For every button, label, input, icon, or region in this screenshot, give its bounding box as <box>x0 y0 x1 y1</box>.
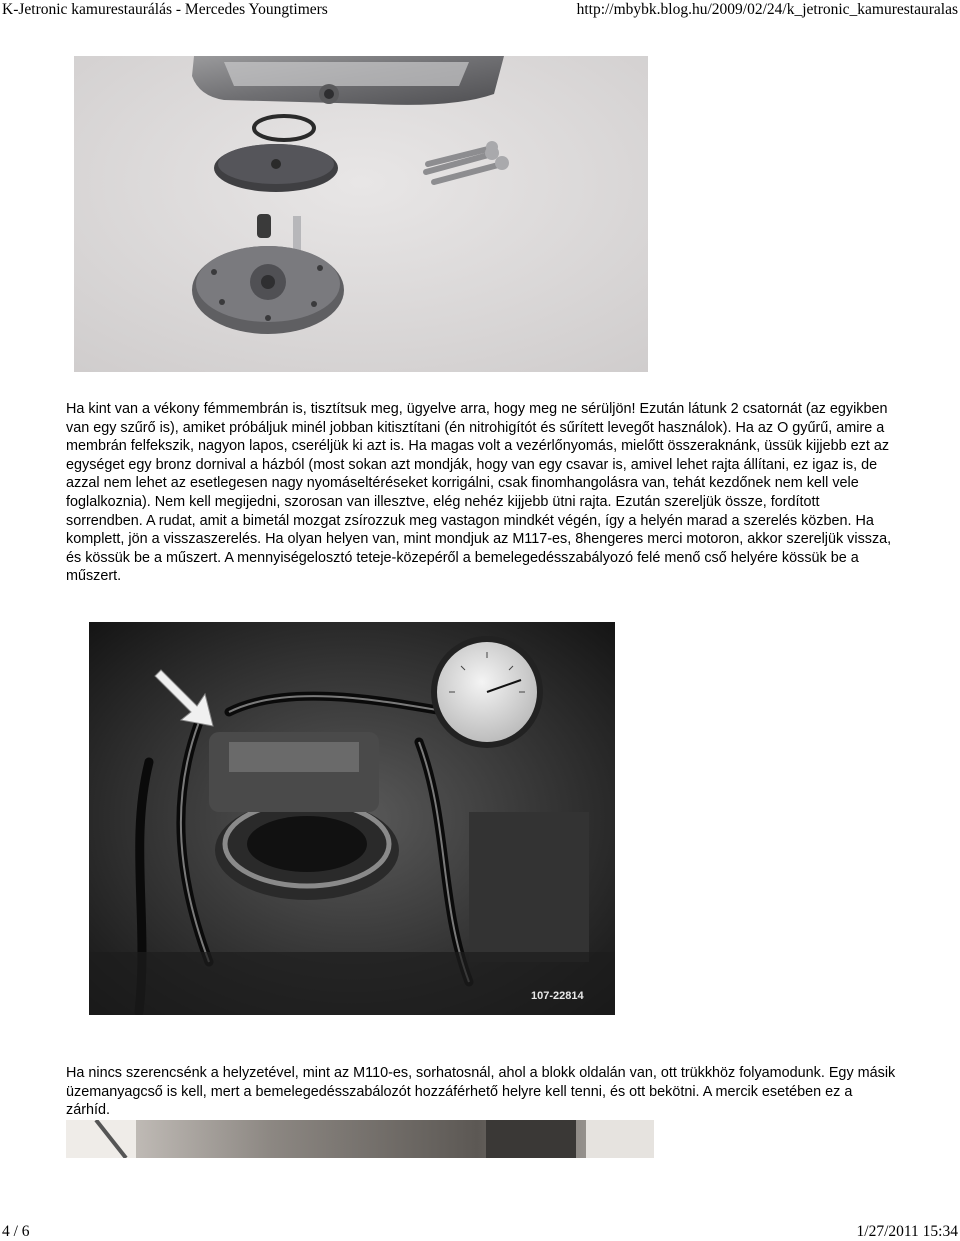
page-number: 4 / 6 <box>2 1223 30 1240</box>
regulator-parts-drawing <box>74 56 648 372</box>
engine-bay-photo <box>89 622 615 1015</box>
print-datetime: 1/27/2011 15:34 <box>856 1223 958 1240</box>
page-header-url[interactable]: http://mbybk.blog.hu/2009/02/24/k_jetronic_kamurestauralas <box>576 1 958 18</box>
bulkhead-drawing <box>66 1120 654 1158</box>
page-header-title: K-Jetronic kamurestaurálás - Mercedes Youngtimers <box>2 1 328 18</box>
regulator-parts-photo <box>74 56 648 372</box>
bulkhead-photo-partial <box>66 1120 654 1158</box>
paragraph-disassembly-instructions: Ha kint van a vékony fémmembrán is, tisztítsuk meg, ügyelve arra, hogy meg ne sérüljön! Ezután látunk 2 csatornát (az egyikben van egy szűrő is), amiket próbáljuk minél jobban kitisztítani (én nitrohigítót és sűrített levegőt használok). Ha az O gyűrű, amire a membrán felfekszik, nagyon lapos, cseréljük ki azt is. Ha magas volt a vezérlőnyomás, mielőtt összeraknánk, üssük kijjebb ezt az egységet egy bronz dornival a házból (most sokan azt mondják, hogy van egy csavar is, amivel lehet rajta állítani, ez igaz is, de azzal nem lehet az esetlegesen nagy nyomáseltéréseket korrigálni, csak finomhangolásra van, tehát kezdőnek nem kell vele foglalkoznia). Nem kell megijedni, szorosan van illesztve, elég nehéz kijjebb ütni rajta. Ezután szereljük össze, fordított sorrendben. A rudat, amit a bimetál mozgat zsírozzuk meg vastagon mindkét végén, így a helyén marad a szerelés közben. Ha komplett, jön a visszaszerelés. Ha olyan helyen van, mint mondjuk az M117-es, 8hengeres merci motoron, akkor szereljük vissza, és kössük be a műszert. A mennyiségelosztó teteje-közepéről a bemelegedésszabályozó felé menő cső helyére kössük be a műszert. <box>66 401 892 585</box>
engine-photo-code: 107-22814 <box>531 990 584 1002</box>
paragraph-warmup-regulator-relocation: Ha nincs szerencsénk a helyzetével, mint az M110-es, sorhatosnál, ahol a blokk oldalán van, ott trükkhöz folyamodunk. Egy másik üzemanyagcső is kell, mert a bemelegedésszabálozót hozzáférhető helyre kell tenni, és ott bekötni. A mercik esetében ez a zárhíd. <box>66 1065 896 1119</box>
engine-bay-drawing <box>89 622 615 1015</box>
